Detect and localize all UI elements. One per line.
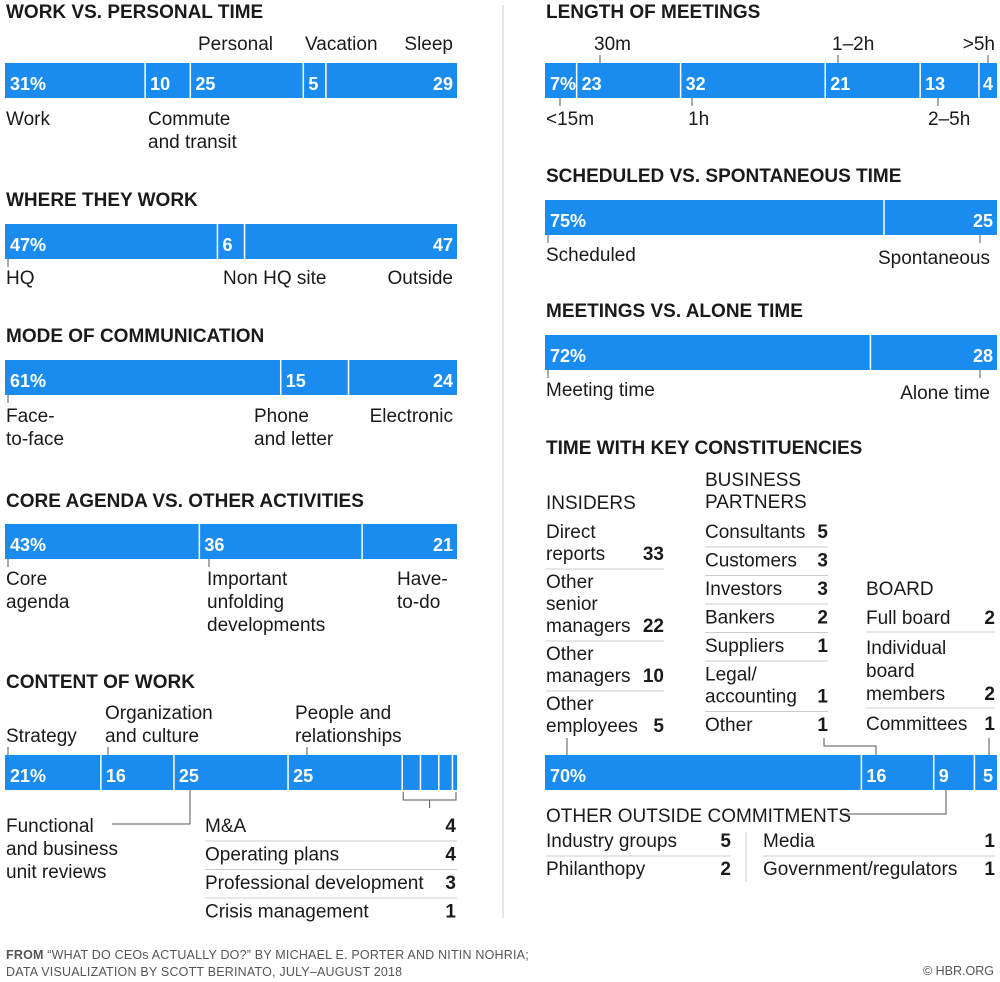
content-work-value-label-3: 25 <box>178 766 199 786</box>
constituencies-outside-value-1: 5 <box>720 831 731 852</box>
scheduled-bar-segment-1 <box>545 200 884 235</box>
core-agenda-category-important-line-2: unfolding <box>207 592 285 613</box>
constituencies-value-label-2: 16 <box>866 766 887 786</box>
work-personal-value-label-2: 10 <box>150 74 171 94</box>
constituencies-partners-value-5: 1 <box>817 636 828 657</box>
constituencies-insiders-value-4: 5 <box>653 716 664 737</box>
constituencies-insiders-value-3: 10 <box>642 666 664 687</box>
constituencies-outside-value-3: 1 <box>984 831 995 852</box>
constituencies-insiders-label-3-line-1: Other <box>546 644 594 665</box>
constituencies-board-label-2-line-1: Individual <box>866 638 947 659</box>
work-personal-category-sleep: Sleep <box>404 34 453 55</box>
constituencies-value-label-4: 5 <box>982 766 993 786</box>
constituencies-title: TIME WITH KEY CONSTITUENCIES <box>546 438 863 459</box>
where-work-value-label-1: 47% <box>10 235 47 255</box>
constituencies-leader-outside <box>843 790 946 814</box>
work-personal-category-work: Work <box>6 109 50 130</box>
meeting-length-value-label-3: 32 <box>685 74 706 94</box>
where-work-category-non-hq: Non HQ site <box>223 268 327 289</box>
communication-category-phone-line-1: Phone <box>254 406 309 427</box>
constituencies-partners-label-6-line-2: accounting <box>705 686 797 708</box>
constituencies-insiders-label-4-line-2: employees <box>546 716 638 737</box>
scheduled-value-label-1: 75% <box>550 211 587 231</box>
scheduled-title: SCHEDULED VS. SPONTANEOUS TIME <box>546 166 902 187</box>
content-work-title: CONTENT OF WORK <box>6 672 195 693</box>
constituencies-insiders-value-2: 22 <box>642 616 664 637</box>
constituencies-outside-label-3: Media <box>763 831 815 852</box>
core-agenda-category-have-to-do-line-1: Have- <box>397 569 448 590</box>
meetings-alone-value-label-1: 72% <box>550 346 587 366</box>
constituencies-bar-segment-1 <box>545 755 861 790</box>
constituencies-partners-value-1: 5 <box>817 522 828 543</box>
constituencies-board-label-1-line-1: Full board <box>866 608 951 629</box>
core-agenda-title: CORE AGENDA VS. OTHER ACTIVITIES <box>6 491 364 512</box>
constituencies-insiders-label-1-line-1: Direct <box>546 522 596 543</box>
work-personal-title: WORK VS. PERSONAL TIME <box>6 2 264 23</box>
constituencies-value-label-1: 70% <box>550 766 587 786</box>
meetings-alone-title: MEETINGS VS. ALONE TIME <box>546 301 803 322</box>
communication-title: MODE OF COMMUNICATION <box>6 326 265 347</box>
work-personal-category-vacation: Vacation <box>305 34 378 55</box>
content-work-bar-segment-5 <box>402 755 420 790</box>
constituencies-partners-value-7: 1 <box>817 715 828 736</box>
communication-value-label-3: 24 <box>432 371 453 391</box>
communication-category-phone-line-2: and letter <box>254 429 334 450</box>
content-work-category-organization-line-2: and culture <box>105 726 200 747</box>
communication-category-face-line-2: to-face <box>6 429 65 450</box>
communication-value-label-1: 61% <box>10 371 47 391</box>
meeting-length-category-1-2h: 1–2h <box>832 34 875 55</box>
content-work-table-label-2: Operating plans <box>205 844 340 866</box>
content-work-category-strategy: Strategy <box>6 726 77 747</box>
footer-line-1: “WHAT DO CEOs ACTUALLY DO?” BY MICHAEL E. PORTER AND NITIN NOHRIA; <box>47 948 529 962</box>
constituencies-leader-partners <box>824 738 876 755</box>
meeting-length-title: LENGTH OF MEETINGS <box>546 2 761 23</box>
constituencies-board-label-2-line-3: members <box>866 684 946 705</box>
constituencies-partners-label-4-line-1: Bankers <box>705 607 775 629</box>
meeting-length-value-label-4: 21 <box>830 74 851 94</box>
source-footer <box>6 947 529 981</box>
content-work-table-value-3: 3 <box>445 873 456 894</box>
constituencies-partners-label-2-line-1: Customers <box>705 550 797 572</box>
content-work-value-label-1: 21% <box>10 766 47 786</box>
content-work-bracket <box>403 792 456 800</box>
communication-bar-segment-1 <box>5 360 281 395</box>
footer-line-2: DATA VISUALIZATION BY SCOTT BERINATO, JULY–AUGUST 2018 <box>6 965 403 979</box>
constituencies-board-value-1: 2 <box>984 608 995 629</box>
copyright-credit: © HBR.ORG <box>922 964 994 978</box>
work-personal-category-commute-line-1: Commute <box>148 109 231 130</box>
meeting-length-category-under-15m: <15m <box>546 109 595 130</box>
scheduled-category-spontaneous: Spontaneous <box>878 248 990 269</box>
constituencies-outside-label-4: Government/regulators <box>763 859 958 880</box>
constituencies-insiders-label-1-line-2: reports <box>546 544 606 565</box>
constituencies-outside-value-2: 2 <box>720 859 731 880</box>
constituencies-partners-heading-line-1: BUSINESS <box>705 470 802 491</box>
core-agenda-category-important-line-1: Important <box>207 569 288 590</box>
constituencies-partners-label-3-line-1: Investors <box>705 579 783 600</box>
core-agenda-value-label-2: 36 <box>204 535 225 555</box>
core-agenda-category-have-to-do-line-2: to-do <box>397 592 441 613</box>
content-work-table-value-2: 4 <box>445 844 456 866</box>
work-personal-category-personal: Personal <box>198 34 273 55</box>
constituencies-partners-value-6: 1 <box>817 686 828 708</box>
where-work-title: WHERE THEY WORK <box>6 190 198 211</box>
meeting-length-category-1h: 1h <box>688 109 710 130</box>
work-personal-value-label-3: 25 <box>195 74 216 94</box>
content-work-category-functional-line-2: and business <box>6 839 118 860</box>
constituencies-outside-label-2: Philanthopy <box>546 859 646 880</box>
constituencies-insiders-label-2-line-2: senior <box>546 594 598 615</box>
constituencies-outside-value-4: 1 <box>984 859 995 880</box>
core-agenda-category-important-line-3: developments <box>207 615 326 636</box>
constituencies-partners-value-3: 3 <box>817 579 828 600</box>
content-work-category-organization-line-1: Organization <box>105 703 213 724</box>
content-work-category-people-line-1: People and <box>295 703 392 724</box>
communication-category-electronic: Electronic <box>369 406 453 427</box>
meeting-length-value-label-1: 7% <box>550 74 577 94</box>
content-work-table-label-3: Professional development <box>205 873 424 894</box>
constituencies-insiders-label-3-line-2: managers <box>546 666 631 687</box>
meeting-length-value-label-2: 23 <box>581 74 602 94</box>
constituencies-board-value-2: 2 <box>984 684 995 705</box>
content-work-value-label-2: 16 <box>105 766 126 786</box>
content-work-bar-segment-7 <box>439 755 453 790</box>
work-personal-category-commute-line-2: and transit <box>148 132 237 153</box>
constituencies-partners-label-5-line-1: Suppliers <box>705 636 785 657</box>
footer-from-label: FROM <box>6 948 44 962</box>
content-work-table-value-1: 4 <box>445 816 456 837</box>
constituencies-partners-value-4: 2 <box>817 607 828 629</box>
work-personal-value-label-1: 31% <box>10 74 47 94</box>
constituencies-value-label-3: 9 <box>938 766 949 786</box>
constituencies-insiders-label-4-line-1: Other <box>546 694 594 715</box>
core-agenda-value-label-1: 43% <box>10 535 47 555</box>
scheduled-category-scheduled: Scheduled <box>546 245 636 266</box>
content-work-table-value-4: 1 <box>445 901 456 923</box>
constituencies-board-label-2-line-2: board <box>866 661 915 682</box>
content-work-category-people-line-2: relationships <box>295 726 402 747</box>
content-work-category-functional-line-1: Functional <box>6 816 94 837</box>
constituencies-partners-value-2: 3 <box>817 550 828 572</box>
content-work-category-functional-line-3: unit reviews <box>6 862 107 883</box>
constituencies-insiders-label-2-line-1: Other <box>546 572 594 593</box>
constituencies-insiders-heading: INSIDERS <box>546 493 636 514</box>
where-work-value-label-2: 6 <box>222 235 233 255</box>
content-work-table-label-1: M&A <box>205 816 247 837</box>
meeting-length-category-2-5h: 2–5h <box>928 109 971 130</box>
constituencies-board-heading: BOARD <box>866 579 934 600</box>
meeting-length-category-over-5h: >5h <box>962 34 995 55</box>
scheduled-value-label-2: 25 <box>972 211 993 231</box>
meetings-alone-value-label-2: 28 <box>972 346 993 366</box>
constituencies-outside-label-1: Industry groups <box>546 831 677 852</box>
meeting-length-value-label-5: 13 <box>925 74 946 94</box>
meeting-length-value-label-6: 4 <box>982 74 993 94</box>
meeting-length-category-30m: 30m <box>594 34 631 55</box>
where-work-category-outside: Outside <box>387 268 453 289</box>
communication-value-label-2: 15 <box>285 371 306 391</box>
constituencies-board-value-3: 1 <box>984 714 995 735</box>
core-agenda-category-core-line-2: agenda <box>6 592 70 613</box>
where-work-bar-segment-3 <box>245 224 457 259</box>
constituencies-partners-label-6-line-1: Legal/ <box>705 664 757 686</box>
work-personal-value-label-4: 5 <box>308 74 319 94</box>
constituencies-board-label-3-line-1: Committees <box>866 714 968 735</box>
constituencies-insiders-label-2-line-3: managers <box>546 616 631 637</box>
content-work-leader-functional <box>112 790 190 824</box>
where-work-category-hq: HQ <box>6 268 35 289</box>
content-work-bar-segment-6 <box>420 755 438 790</box>
constituencies-partners-label-1-line-1: Consultants <box>705 522 806 543</box>
constituencies-insiders-value-1: 33 <box>642 544 664 565</box>
work-personal-value-label-5: 29 <box>432 74 453 94</box>
content-work-table-label-4: Crisis management <box>205 901 369 923</box>
where-work-value-label-3: 47 <box>432 235 453 255</box>
content-work-value-label-4: 25 <box>293 766 314 786</box>
constituencies-outside-heading: OTHER OUTSIDE COMMITMENTS <box>546 806 852 827</box>
meetings-alone-category-meeting: Meeting time <box>546 380 655 401</box>
core-agenda-category-core-line-1: Core <box>6 569 48 590</box>
communication-category-face-line-1: Face- <box>6 406 55 427</box>
core-agenda-value-label-3: 21 <box>432 535 453 555</box>
meetings-alone-bar-segment-1 <box>545 335 870 370</box>
meetings-alone-category-alone: Alone time <box>900 383 990 404</box>
constituencies-partners-label-7-line-1: Other <box>705 715 753 736</box>
constituencies-partners-heading-line-2: PARTNERS <box>705 492 807 513</box>
